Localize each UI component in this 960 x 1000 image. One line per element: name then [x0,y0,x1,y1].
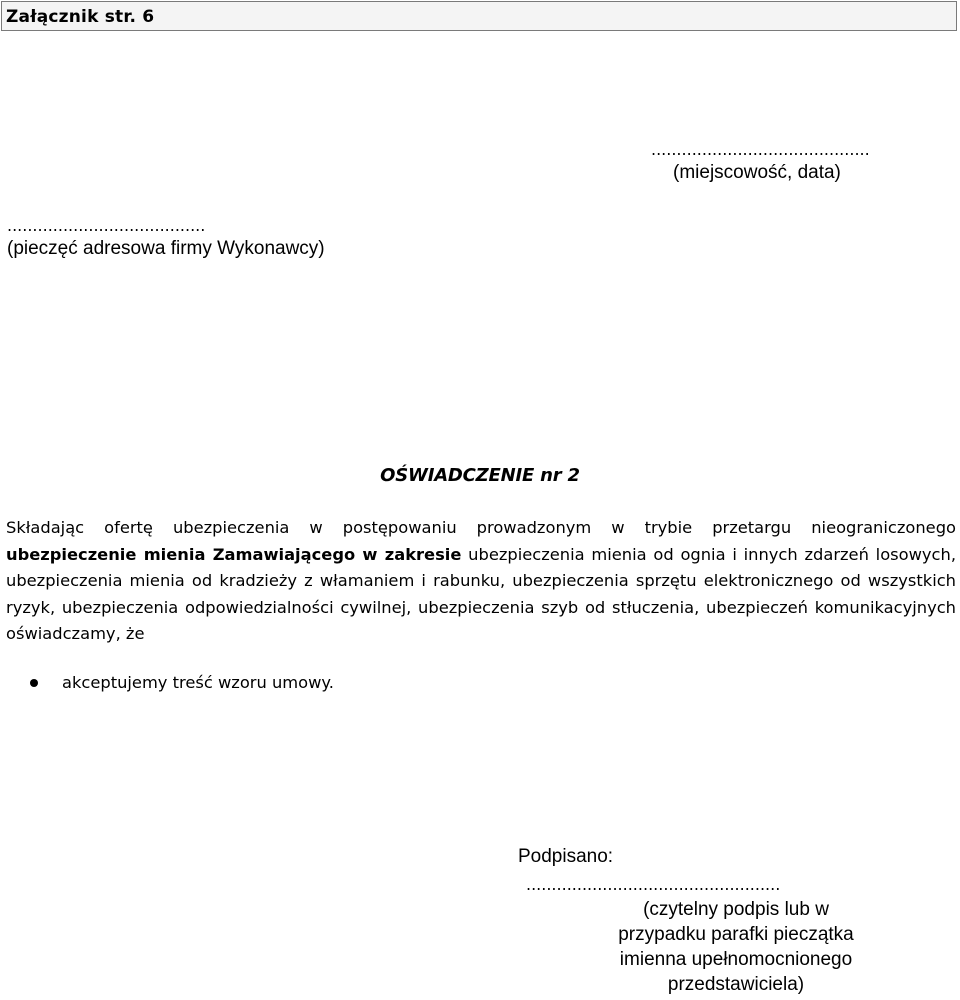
signature-caption-line: przypadku parafki pieczątka [618,924,854,945]
place-date-dotted-line: ........................................... [651,140,870,159]
attachment-title: Załącznik str. 6 [6,7,155,27]
signature-caption-line: przedstawiciela) [667,974,805,995]
bullet-text: akceptujemy treść wzoru umowy. [62,673,334,692]
declaration-bold-text: ubezpieczenie mienia Zamawiającego w zakresie [6,544,462,564]
signature-caption-line: (czytelny podpis lub w [643,899,829,920]
declaration-rest-text: ubezpieczenia mienia od ognia i innych zdarzeń losowych, ubezpieczenia mienia od kradzieży z włamaniem i rabunku, ubezpieczenia sprzętu elektronicznego od wszystkich ryzyk, ubezpieczenia odpowiedzialności cywilnej, ubezpieczenia szyb od stłuczenia, ubezpieczeń komunikacyjnych oświadczamy, że [6,544,956,643]
declaration-body [6,515,956,648]
declaration-intro-text: Składając ofertę ubezpieczenia w postępowaniu prowadzonym w trybie przetargu nieograniczonego [6,518,956,537]
attachment-header [1,1,957,31]
declaration-bullet-list [30,671,334,695]
signature-caption [572,897,900,997]
signature-caption-line: imienna upełnomocnionego [619,949,853,970]
list-item [30,671,334,695]
company-stamp-dotted-line: ....................................... [7,216,206,235]
bullet-icon [30,679,38,687]
place-date-label: (miejscowość, data) [673,162,841,183]
declaration-title: OŚWIADCZENIE nr 2 [380,465,580,486]
signature-dotted-line: .................................................. [526,875,781,894]
company-stamp-label: (pieczęć adresowa firmy Wykonawcy) [7,238,325,259]
signed-label: Podpisano: [518,846,614,867]
